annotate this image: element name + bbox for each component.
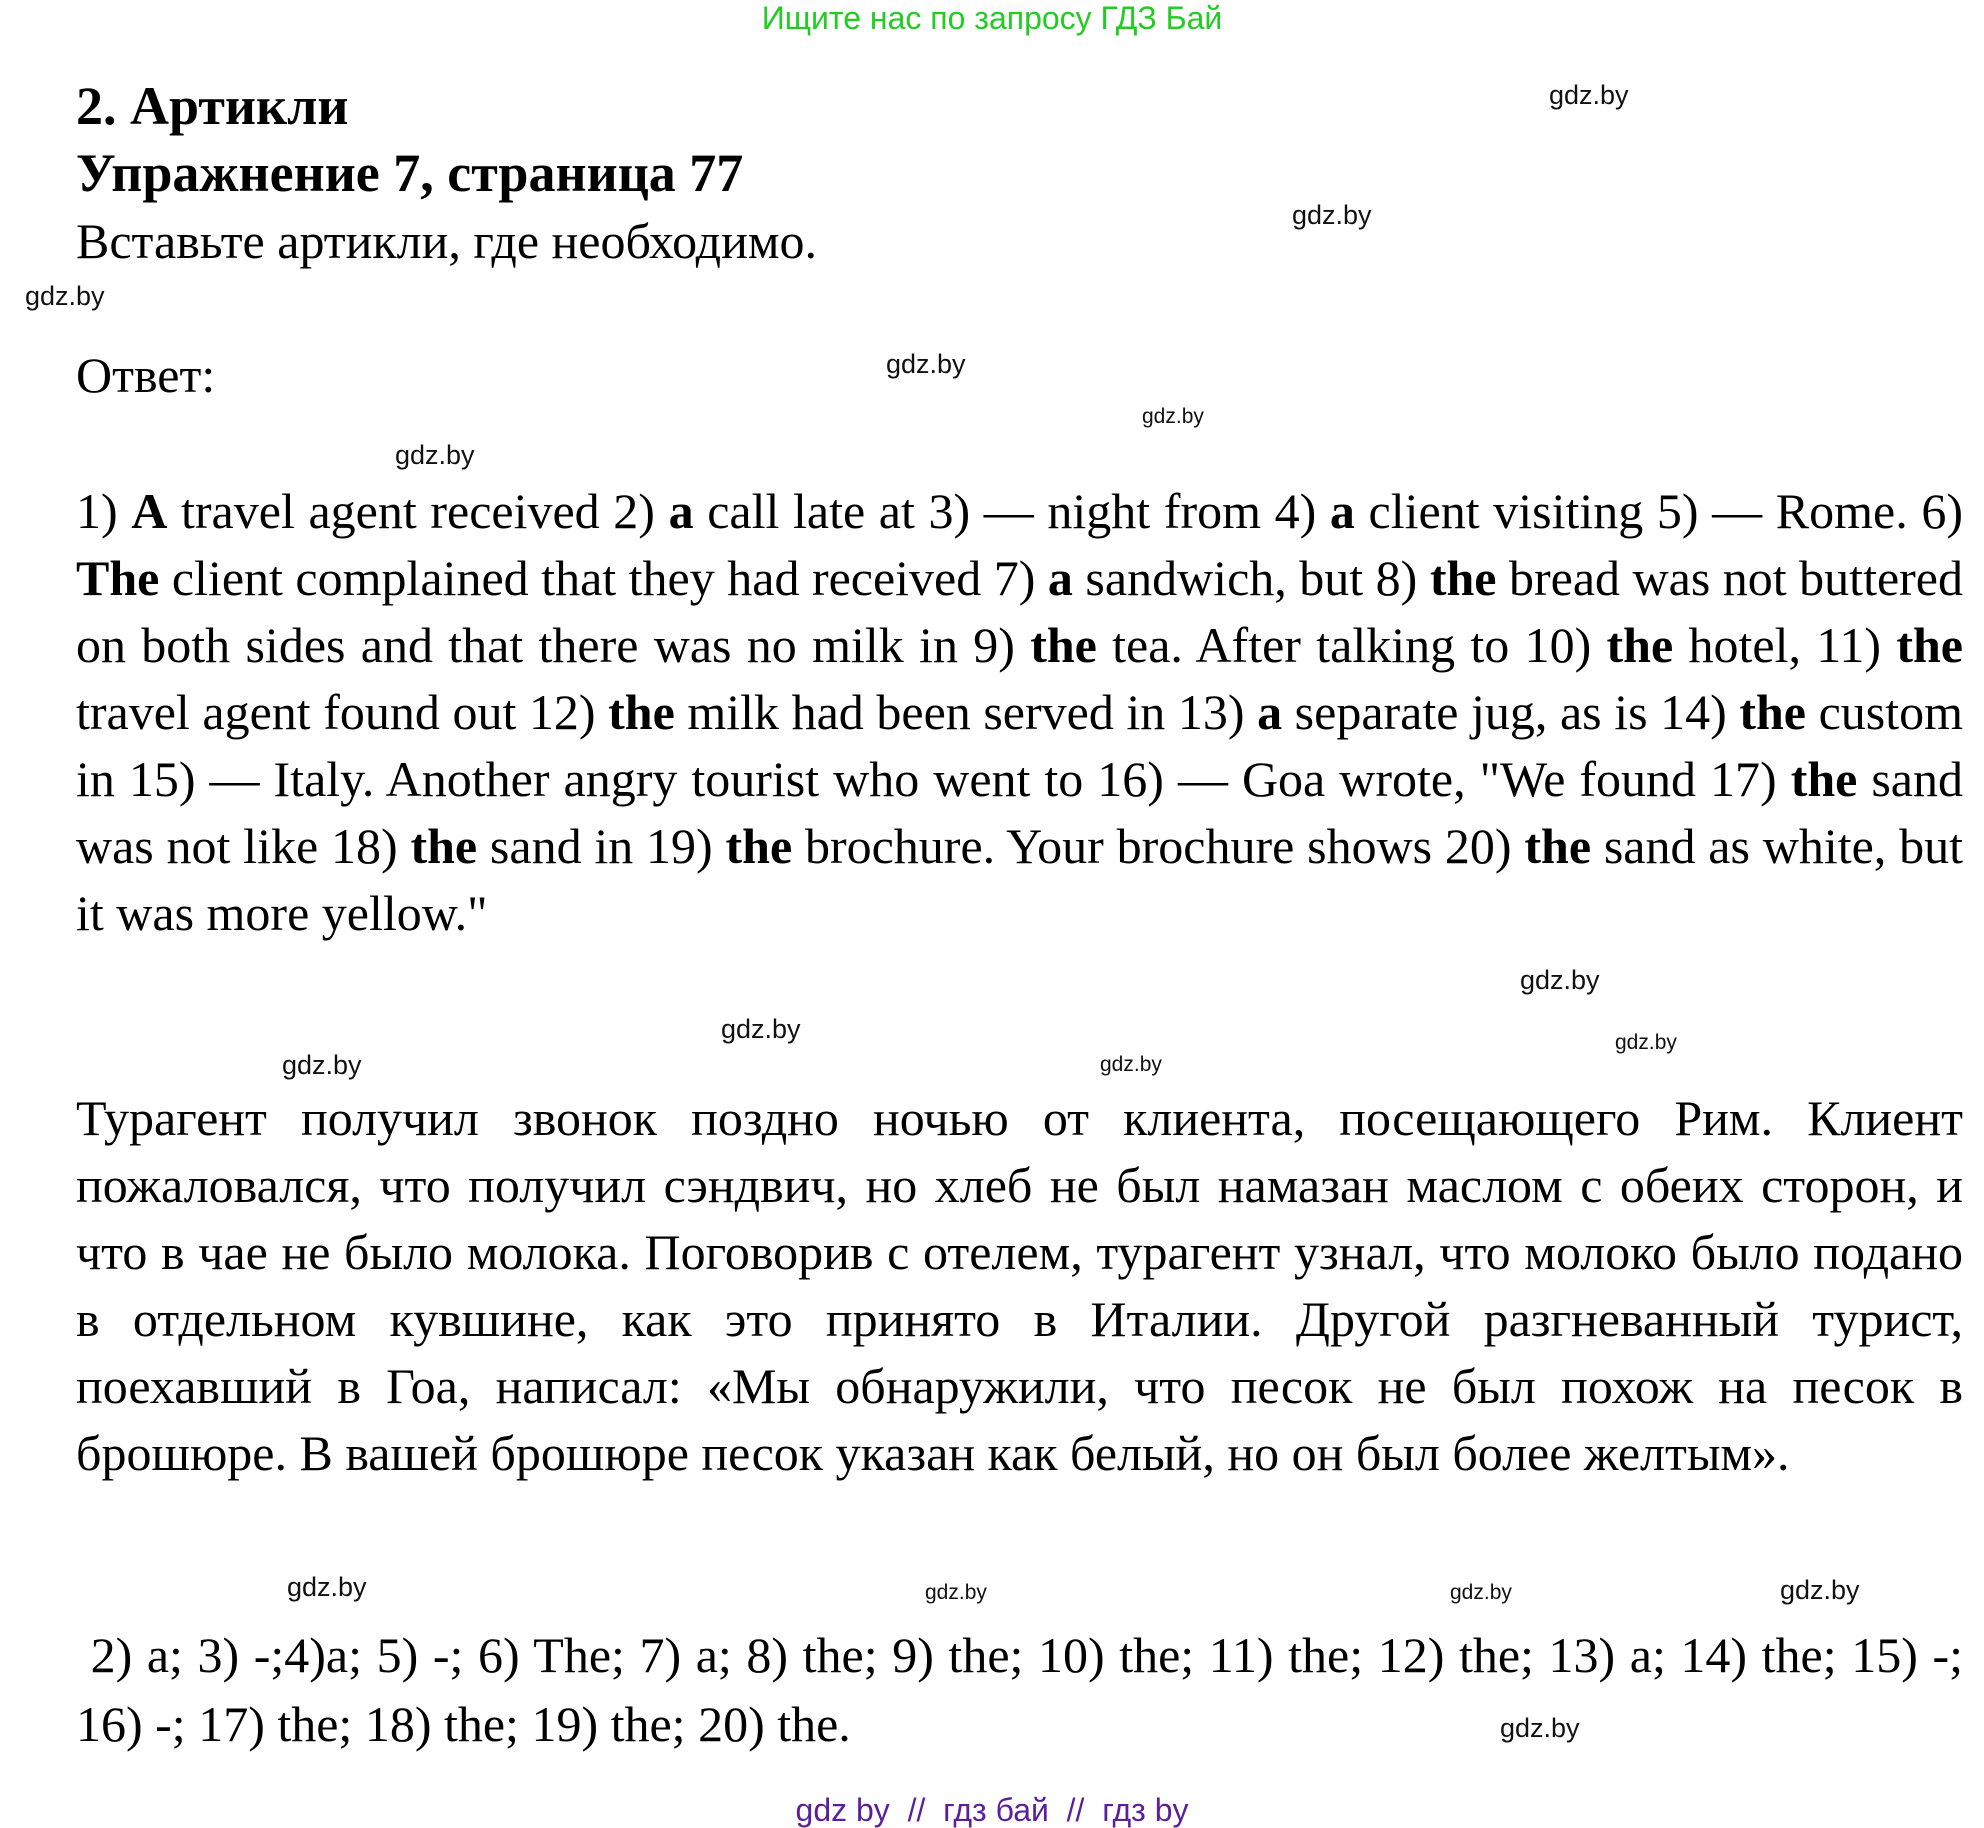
text-segment: travel agent received 2): [167, 483, 669, 539]
article-answer: a: [668, 483, 694, 539]
text-segment: sand was not like 18): [76, 751, 1963, 874]
text-segment: sand as white, but it was more yellow.": [76, 818, 1963, 941]
article-answer: The: [76, 550, 160, 606]
exercise-title: Упражнение 7, страница 77: [76, 143, 744, 203]
watermark: gdz.by: [1520, 965, 1600, 995]
article-answer: a: [1047, 550, 1073, 606]
text-segment: travel agent found out 12): [76, 684, 609, 740]
text-segment: milk had been served in 13): [674, 684, 1258, 740]
article-answer: the: [1030, 617, 1097, 673]
watermark: gdz.by: [1450, 1581, 1512, 1604]
watermark: gdz.by: [1142, 405, 1204, 428]
watermark: gdz.by: [287, 1572, 367, 1602]
article-answer: the: [725, 818, 793, 874]
watermark: gdz.by: [1615, 1031, 1677, 1054]
watermark: gdz.by: [925, 1581, 987, 1604]
article-answer: a: [1257, 684, 1283, 740]
watermark: gdz.by: [1100, 1053, 1162, 1076]
text-segment: sandwich, but 8): [1072, 550, 1430, 606]
search-banner: Ищите нас по запросу ГДЗ Бай: [761, 0, 1223, 36]
footer-links[interactable]: gdz by // гдз бай // гдз by: [795, 1792, 1189, 1828]
article-answer: the: [1524, 818, 1592, 874]
task-instruction: Вставьте артикли, где необходимо.: [76, 213, 818, 269]
watermark: gdz.by: [1780, 1575, 1860, 1605]
article-answer: the: [410, 818, 478, 874]
watermark: gdz.by: [25, 281, 105, 311]
watermark: gdz.by: [886, 349, 966, 379]
text-segment: client visiting 5) — Rome. 6): [1354, 483, 1963, 539]
watermark: gdz.by: [1500, 1713, 1580, 1743]
watermark: gdz.by: [282, 1050, 362, 1080]
text-segment: sand in 19): [477, 818, 726, 874]
text-segment: separate jug, as is 14): [1282, 684, 1740, 740]
watermark: gdz.by: [721, 1014, 801, 1044]
section-title: 2. Артикли: [76, 76, 349, 136]
article-answer: a: [1329, 483, 1355, 539]
article-answer: the: [1606, 617, 1674, 673]
text-segment: bread was not buttered on both sides and that there was no milk in 9): [76, 550, 1963, 673]
russian-translation: Турагент получил звонок поздно ночью от клиента, посещающего Рим. Клиент пожаловался, что получил сэндвич, но хлеб не был намазан маслом с обеих сторон, и что в чае не было молока. Поговорив с отелем, турагент узнал, что молоко было подано в отдельном кувшине, как это принято в Италии. Другой разгневанный турист, поехавший в Гоа, написал: «Мы обнаружили, что песок не был похож на песок в брошюре. В вашей брошюре песок указан как белый, но он был более желтым».: [76, 1090, 1963, 1481]
text-segment: call late at 3) — night from 4): [693, 483, 1330, 539]
text-segment: hotel, 11): [1673, 617, 1897, 673]
english-answer-text: [76, 478, 1963, 947]
text-segment: client complained that they had received 7): [159, 550, 1048, 606]
watermark: gdz.by: [1549, 80, 1629, 110]
article-answer: the: [1896, 617, 1963, 673]
article-answer: the: [1739, 684, 1806, 740]
text-segment: 1): [76, 483, 132, 539]
article-answer: A: [131, 483, 168, 539]
answer-label: Ответ:: [76, 347, 216, 403]
article-answer: the: [1790, 751, 1858, 807]
text-segment: custom in 15) — Italy. Another angry tourist who went to 16) — Goa wrote, "We found 17): [76, 684, 1964, 807]
watermark: gdz.by: [395, 440, 475, 470]
text-segment: tea. After talking to 10): [1096, 617, 1607, 673]
text-segment: brochure. Your brochure shows 20): [792, 818, 1525, 874]
article-answer: the: [1429, 550, 1497, 606]
article-answer: the: [608, 684, 675, 740]
watermark: gdz.by: [1292, 200, 1372, 230]
answer-keys: 2) a; 3) -;4)a; 5) -; 6) The; 7) a; 8) the; 9) the; 10) the; 11) the; 12) the; 13) a; 14) the; 15) -; 16) -; 17) the; 18) the; 19) the; 20) the.: [76, 1627, 1963, 1752]
